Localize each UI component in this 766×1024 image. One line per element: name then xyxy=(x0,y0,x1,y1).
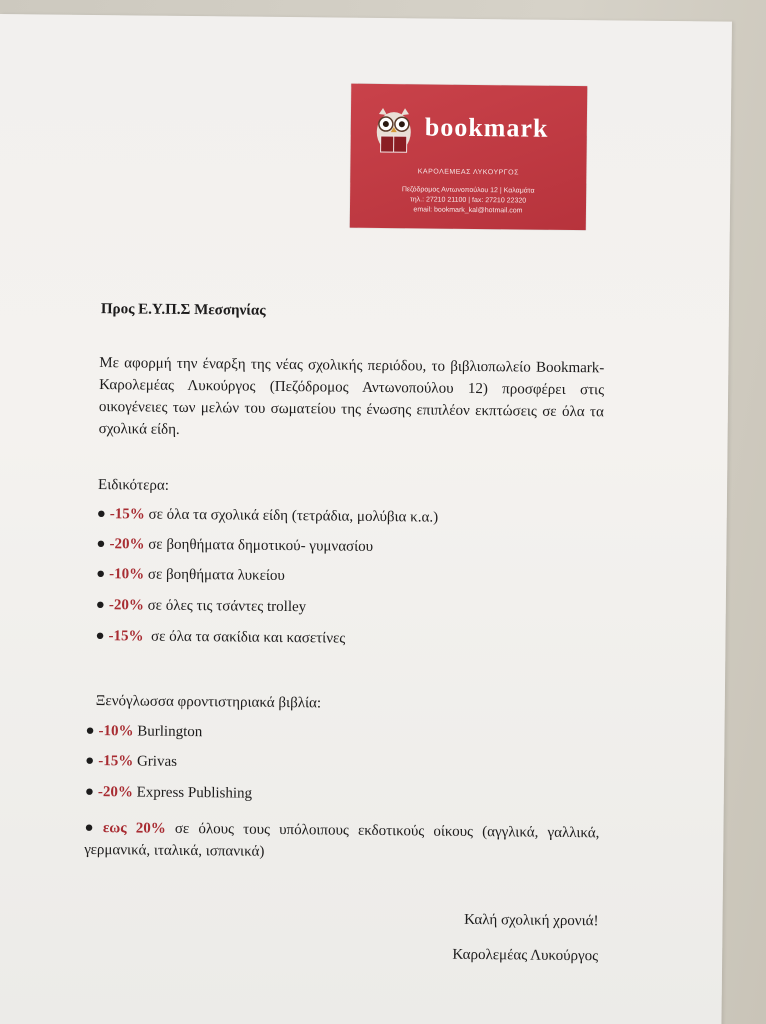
discount-percent: -15% xyxy=(109,506,145,523)
discount-item xyxy=(96,533,606,560)
publisher-discount-item xyxy=(85,720,595,747)
logo-address: Πεζόδρομος Αντωνοπούλου 12 | Καλαμάτα xyxy=(401,186,535,195)
letter-sheet xyxy=(0,14,732,1024)
publisher-discount-item xyxy=(85,750,595,777)
logo-phones: τηλ.: 27210 21100 | fax: 27210 22320 xyxy=(409,196,527,205)
discount-percent: -10% xyxy=(109,566,145,583)
discount-text: σε όλους τους υπόλοιπους εκδοτικούς οίκους (αγγλικά, γαλλικά, γερμανικά, ιταλικά, ισπανικά) xyxy=(84,820,600,860)
publisher-discount-item xyxy=(85,781,595,808)
letter-recipient: Προς Ε.Υ.Π.Σ Μεσσηνίας xyxy=(100,301,266,319)
letter-intro: Με αφορμή την έναρξη της νέας σχολικής περιόδου, το βιβλιοπωλείο Bookmark- Καρολεμέας Λυκούργος (Πεζόδρομος Αντωνοπούλου 12) προσφέρει στις οικογένειες των μελών του σωματείου της ένωσης επιπλέον εκπτώσεις σε όλα τα σχολικά είδη. xyxy=(98,355,605,438)
bullet-icon: ● xyxy=(96,536,106,553)
discount-item xyxy=(95,625,605,652)
bullet-icon: ● xyxy=(96,566,106,583)
discount-text: σε όλα τα σχολικά είδη (τετράδια, μολύβια κ.α.) xyxy=(144,506,439,526)
publisher-name: Grivas xyxy=(133,753,178,770)
publisher-name: Express Publishing xyxy=(132,784,253,802)
bullet-icon: ● xyxy=(85,722,95,740)
bullet-icon: ● xyxy=(85,752,95,770)
discount-percent: -10% xyxy=(98,723,134,740)
discount-text: σε όλα τα σακίδια και κασετίνες xyxy=(143,628,346,647)
discount-item xyxy=(96,594,606,621)
bullet-icon: ● xyxy=(96,506,106,523)
logo-email: email: bookmark_kal@hotmail.com xyxy=(413,206,523,215)
discount-percent: εως 20% xyxy=(102,820,166,837)
bullet-icon: ● xyxy=(95,597,105,614)
bullet-icon: ● xyxy=(84,783,95,801)
logo-owner-name: ΚΑΡΟΛΕΜΕΑΣ ΛΥΚΟΥΡΓΟΣ xyxy=(417,168,519,177)
discount-text: σε βοηθήματα λυκείου xyxy=(144,566,285,585)
discount-percent: -20% xyxy=(109,536,145,553)
section-language-books-label: Ξενόγλωσσα φροντιστηριακά βιβλία: xyxy=(95,693,322,712)
discount-percent: -20% xyxy=(97,784,134,801)
owl-icon xyxy=(371,102,418,158)
discount-text: σε όλες τις τσάντες trolley xyxy=(143,597,307,616)
discount-item xyxy=(96,563,606,590)
bullet-icon: ● xyxy=(84,819,100,837)
signature: Καρολεμέας Λυκούργος xyxy=(452,946,599,965)
publisher-discount-item xyxy=(84,817,599,866)
discount-percent: -15% xyxy=(108,628,144,645)
bullet-icon: ● xyxy=(95,628,105,645)
bookmark-logo xyxy=(350,84,587,230)
closing-greeting: Καλή σχολική χρονιά! xyxy=(464,911,599,930)
discount-item xyxy=(97,503,607,530)
publisher-name: Burlington xyxy=(133,723,203,741)
discount-percent: -20% xyxy=(108,597,144,614)
discount-text: σε βοηθήματα δημοτικού- γυμνασίου xyxy=(144,536,374,555)
discount-percent: -15% xyxy=(98,753,134,770)
section-specific-label: Ειδικότερα: xyxy=(97,477,170,494)
brand-name: bookmark xyxy=(424,112,549,143)
